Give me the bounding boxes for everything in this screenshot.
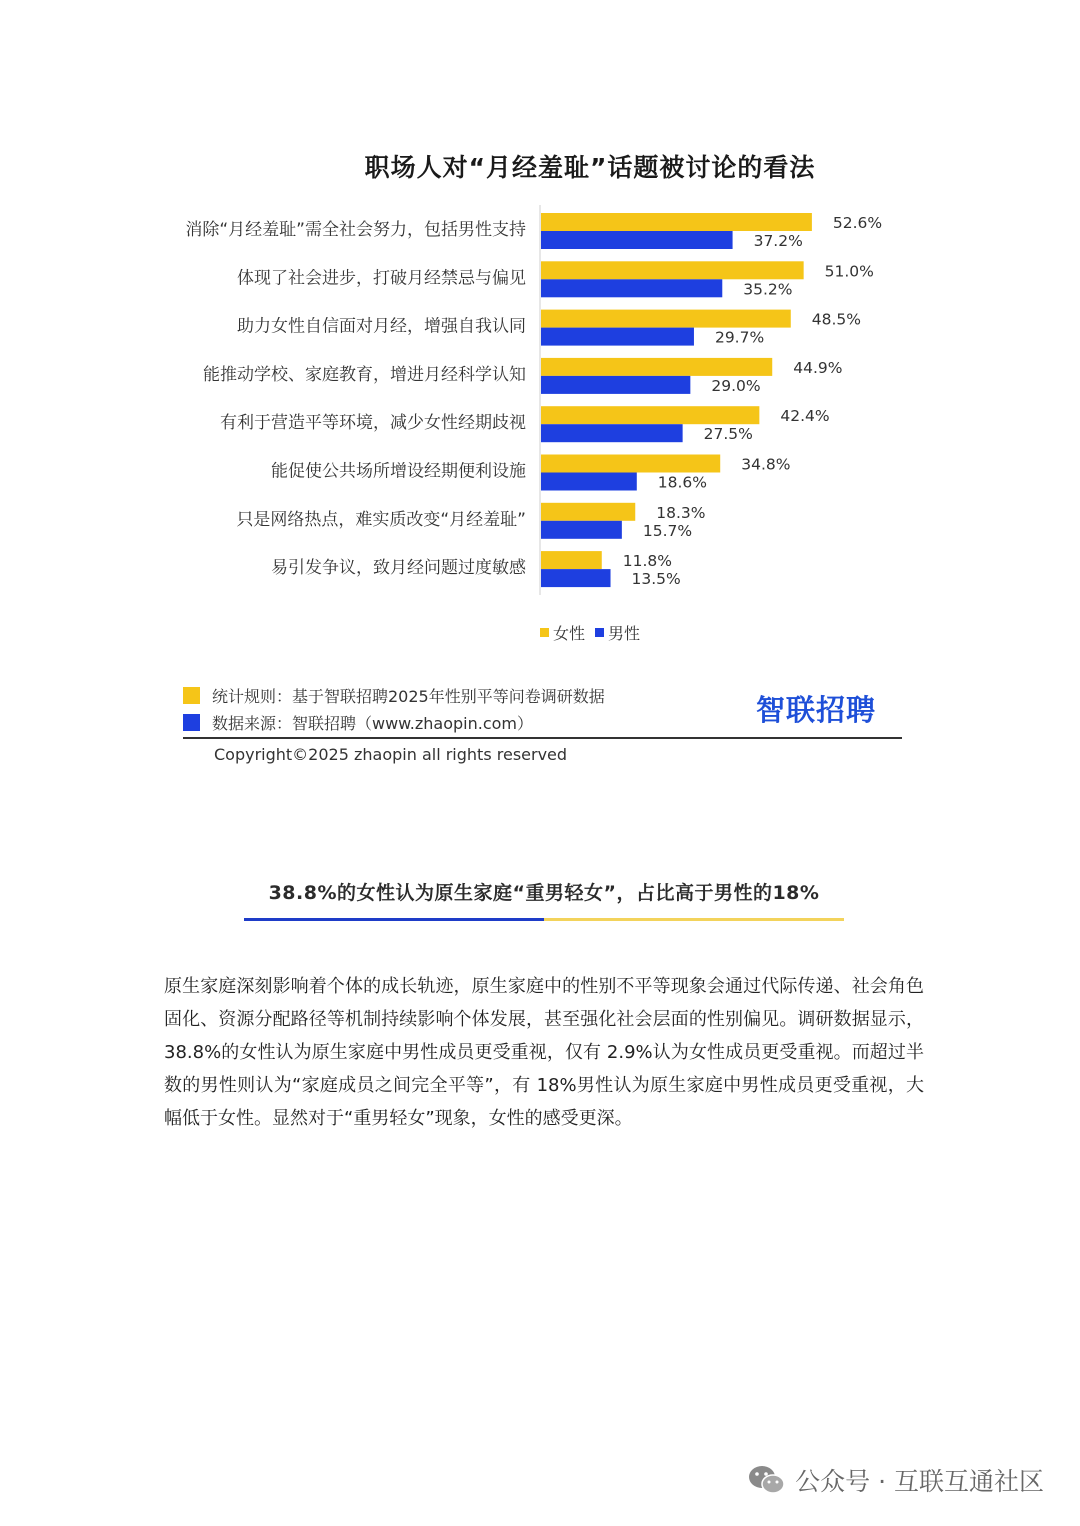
data-label-female: 51.0% (824, 262, 874, 281)
footnote-data-source (183, 711, 533, 734)
bar-male (541, 376, 690, 394)
bar-male (541, 473, 637, 491)
bar-chart (0, 195, 1080, 610)
bar-male (541, 424, 683, 442)
data-label-female: 48.5% (811, 310, 862, 329)
category-label: 助力女性自信面对月经，增强自我认同 (237, 316, 526, 337)
category-label: 消除“月经羞耻”需全社会努力，包括男性支持 (185, 220, 526, 240)
copyright-text: Copyright©2025 zhaopin all rights reserved (214, 745, 568, 764)
chart-legend (540, 621, 640, 644)
data-label-male: 18.6% (657, 473, 708, 492)
heading-underline-yellow (544, 918, 844, 921)
category-label: 体现了社会进步，打破月经禁忌与偏见 (237, 268, 526, 289)
category-label: 有利于营造平等环境，减少女性经期歧视 (220, 413, 526, 434)
footnote-swatch-blue (183, 714, 200, 731)
legend-label-female: 女性 (553, 624, 586, 643)
chart-title: 职场人对“月经羞耻”话题被讨论的看法 (364, 153, 816, 182)
data-label-male: 29.0% (711, 376, 761, 395)
legend-label-male: 男性 (608, 624, 641, 643)
category-label: 只是网络热点，难实质改变“月经羞耻” (236, 509, 526, 530)
wechat-icon (747, 1463, 787, 1497)
data-label-male: 35.2% (743, 280, 793, 299)
category-label: 能推动学校、家庭教育，增进月经科学认知 (203, 364, 526, 385)
heading-underline-blue (244, 918, 544, 921)
bar-female (541, 261, 804, 279)
data-label-female: 52.6% (832, 214, 883, 232)
legend-item-male (595, 621, 640, 644)
section-heading: 38.8%的女性认为原生家庭“重男轻女”，占比高于男性的18% (268, 882, 820, 904)
bar-female (541, 503, 635, 521)
wechat-watermark (747, 1462, 1044, 1498)
data-label-male: 13.5% (631, 570, 681, 589)
bar-male (541, 569, 611, 587)
data-label-male: 29.7% (714, 328, 765, 347)
bar-male (541, 521, 622, 539)
legend-item-female (540, 621, 585, 644)
bar-female (541, 406, 759, 424)
bar-male (541, 279, 722, 297)
footnote-stat-rule (183, 684, 605, 707)
footnote-stat-rule-text: 统计规则：基于智联招聘2025年性别平等问卷调研数据 (212, 687, 605, 706)
body-paragraph: 原生家庭深刻影响着个体的成长轨迹，原生家庭中的性别不平等现象会通过代际传递、社会角色固化、资源分配路径等机制持续影响个体发展，甚至强化社会层面的性别偏见。调研数据显示，38.8%的女性认为原生家庭中男性成员更受重视，仅有 2.9%认为女性成员更受重视。而超过半数的男性则认为“家庭成员之间完全平等”，有 18%男性认为原生家庭中男性成员更受重视，大幅低于女性。显然对于“重男轻女”现象，女性的感受更深。 (164, 976, 924, 1129)
footnote-data-source-text: 数据来源：智联招聘（www.zhaopin.com） (212, 714, 534, 733)
data-label-male: 37.2% (753, 232, 803, 250)
bar-female (541, 551, 602, 569)
data-label-female: 11.8% (622, 552, 673, 571)
data-label-male: 15.7% (642, 521, 693, 540)
legend-swatch-female (540, 628, 549, 637)
data-label-male: 27.5% (703, 425, 753, 444)
bar-female (541, 358, 772, 376)
category-label: 能促使公共场所增设经期便利设施 (271, 461, 526, 482)
data-label-female: 18.3% (656, 503, 706, 522)
bar-male (541, 231, 733, 249)
data-label-female: 42.4% (780, 407, 830, 426)
category-label: 易引发争议，致月经问题过度敏感 (271, 558, 526, 579)
data-label-female: 34.8% (741, 455, 791, 474)
bar-female (541, 455, 720, 473)
data-label-female: 44.9% (793, 358, 843, 377)
footer-divider (183, 737, 902, 739)
wechat-account-text: 公众号 · 互联互通社区 (795, 1467, 1044, 1496)
bar-female (541, 310, 791, 328)
bar-female (541, 213, 812, 231)
legend-swatch-male (595, 628, 604, 637)
footnote-swatch-yellow (183, 687, 200, 704)
bar-male (541, 328, 694, 346)
zhaopin-logo: 智联招聘 (756, 693, 877, 727)
